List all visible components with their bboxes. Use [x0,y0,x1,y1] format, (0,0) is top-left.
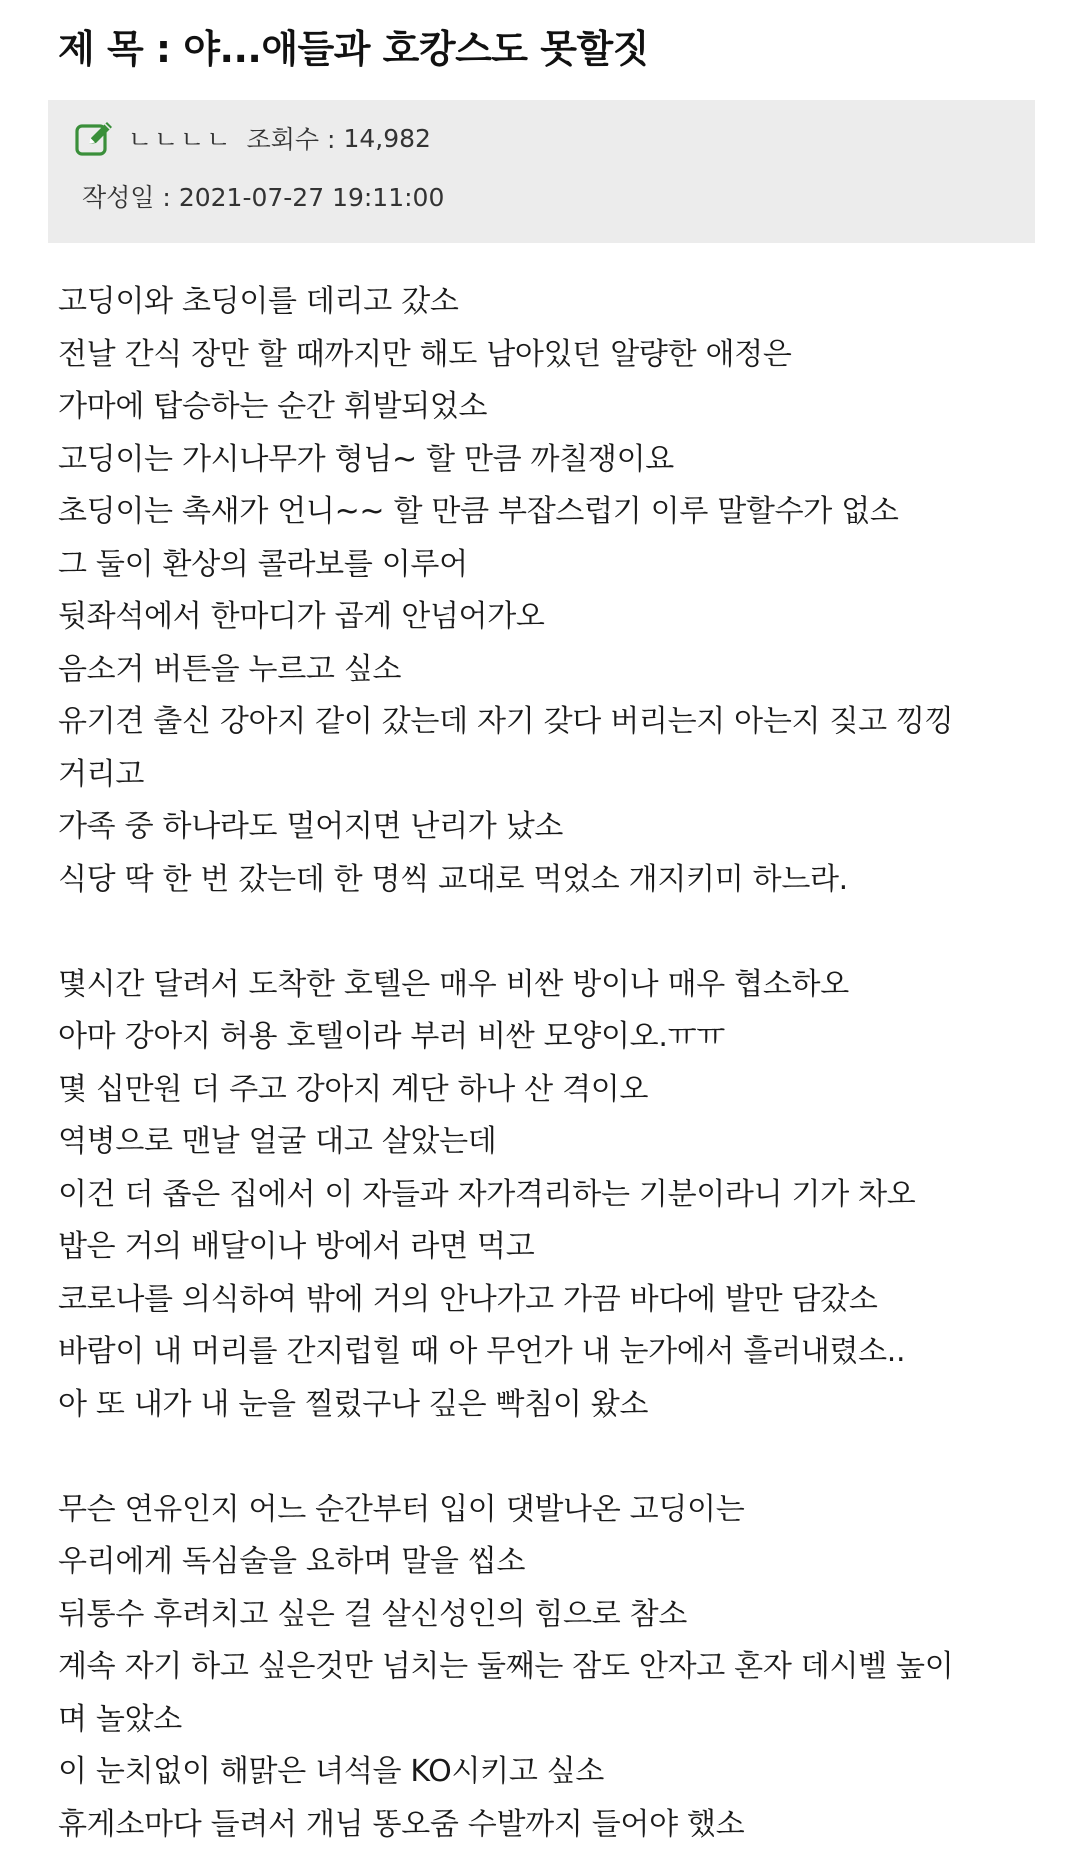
body-line: 초딩이는 촉새가 언니~~ 할 만큼 부잡스럽기 이루 말할수가 없소 [58,486,1043,539]
post-date-row [82,178,444,214]
body-line: 며 놀았소 [58,1694,1043,1747]
paragraph-spacer [58,906,1043,959]
body-line: 밥은 거의 배달이나 방에서 라면 먹고 [58,1221,1043,1274]
post-body [58,276,1043,1851]
body-line: 뒤통수 후려치고 싶은 걸 살신성인의 힘으로 참소 [58,1589,1043,1642]
body-line: 아 또 내가 내 눈을 찔렀구나 깊은 빡침이 왔소 [58,1379,1043,1432]
body-line: 몇 십만원 더 주고 강아지 계단 하나 산 격이오 [58,1064,1043,1117]
author-name[interactable]: ㄴㄴㄴㄴ [128,120,233,156]
paragraph-spacer [58,1431,1043,1484]
date-label: 작성일 : [82,183,171,212]
post-title: 제 목 : 야...애들과 호캉스도 못할짓 [58,18,649,73]
edit-note-icon [74,118,118,158]
post-meta-box [48,100,1035,243]
body-line: 계속 자기 하고 싶은것만 넘치는 둘째는 잠도 안자고 혼자 데시벨 높이 [58,1641,1043,1694]
body-line: 코로나를 의식하여 밖에 거의 안나가고 가끔 바다에 발만 담갔소 [58,1274,1043,1327]
body-line: 가마에 탑승하는 순간 휘발되었소 [58,381,1043,434]
body-line: 거리고 [58,749,1043,802]
body-line: 이건 더 좁은 집에서 이 자들과 자가격리하는 기분이라니 기가 차오 [58,1169,1043,1222]
views-label: 조회수 : [247,120,336,156]
body-line: 식당 딱 한 번 갔는데 한 명씩 교대로 먹었소 개지키미 하느라. [58,854,1043,907]
body-line: 역병으로 맨날 얼굴 대고 살았는데 [58,1116,1043,1169]
body-line: 음소거 버튼을 누르고 싶소 [58,644,1043,697]
body-line: 뒷좌석에서 한마디가 곱게 안넘어가오 [58,591,1043,644]
paragraph-1 [58,276,1043,906]
paragraph-2 [58,959,1043,1432]
body-line: 그 둘이 환상의 콜라보를 이루어 [58,539,1043,592]
body-line: 몇시간 달려서 도착한 호텔은 매우 비싼 방이나 매우 협소하오 [58,959,1043,1012]
views-count: 14,982 [343,124,430,153]
body-line: 이 눈치없이 해맑은 녀석을 KO시키고 싶소 [58,1746,1043,1799]
body-line: 가족 중 하나라도 멀어지면 난리가 났소 [58,801,1043,854]
post-meta-row [74,118,431,158]
body-line: 우리에게 독심술을 요하며 말을 씹소 [58,1536,1043,1589]
body-line: 전날 간식 장만 할 때까지만 해도 남아있던 알량한 애정은 [58,329,1043,382]
body-line: 아마 강아지 허용 호텔이라 부러 비싼 모양이오.ㅠㅠ [58,1011,1043,1064]
post-date: 2021-07-27 19:11:00 [179,183,445,212]
body-line: 무슨 연유인지 어느 순간부터 입이 댓발나온 고딩이는 [58,1484,1043,1537]
body-line: 휴게소마다 들려서 개님 똥오줌 수발까지 들어야 했소 [58,1799,1043,1851]
body-line: 바람이 내 머리를 간지럽힐 때 아 무언가 내 눈가에서 흘러내렸소.. [58,1326,1043,1379]
body-line: 유기견 출신 강아지 같이 갔는데 자기 갖다 버리는지 아는지 짖고 낑낑 [58,696,1043,749]
body-line: 고딩이는 가시나무가 형님~ 할 만큼 까칠쟁이요 [58,434,1043,487]
body-line: 고딩이와 초딩이를 데리고 갔소 [58,276,1043,329]
paragraph-3 [58,1484,1043,1851]
